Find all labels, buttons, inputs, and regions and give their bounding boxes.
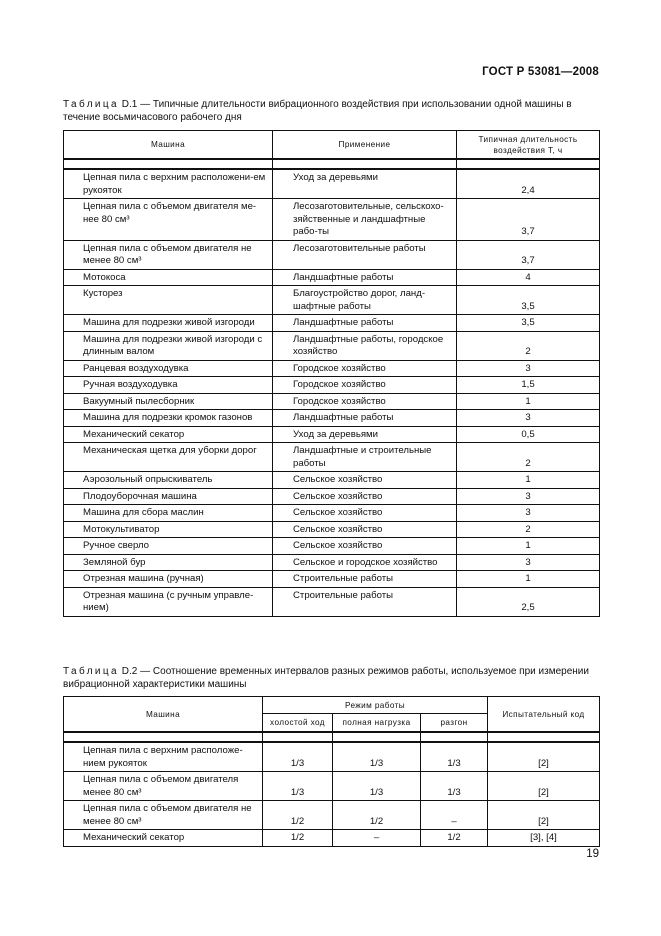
table2-idle-cell: 1/2 — [263, 830, 333, 847]
table1-machine-cell: Отрезная машина (ручная) — [64, 571, 273, 588]
table1-machine-cell: Машина для подрезки кромок газонов — [64, 410, 273, 427]
table1-row — [64, 587, 600, 616]
table1-machine-cell: Цепная пила с верхним расположени-ем рукояток — [64, 169, 273, 199]
table1-hours-cell: 1,5 — [457, 377, 600, 394]
table1-use-cell: Ландшафтные и строительные работы — [273, 443, 457, 472]
table1-machine-cell: Ручное сверло — [64, 538, 273, 555]
table2-code-cell: [3], [4] — [488, 830, 600, 847]
table1-machine-cell: Земляной бур — [64, 554, 273, 571]
table1-use-cell: Ландшафтные работы — [273, 410, 457, 427]
table1-col-machine: Машина — [64, 131, 273, 160]
table1-hours-cell: 3 — [457, 410, 600, 427]
table1-use-cell: Уход за деревьями — [273, 169, 457, 199]
document-standard-number: ГОСТ Р 53081—2008 — [482, 66, 599, 78]
table1-use-cell: Уход за деревьями — [273, 426, 457, 443]
table2-number: D.2 — [121, 666, 138, 677]
table2-caption — [63, 666, 603, 691]
table2-col-race: разгон — [421, 714, 488, 733]
table1-row — [64, 443, 600, 472]
table1-use-cell: Сельское хозяйство — [273, 521, 457, 538]
table1-machine-cell: Цепная пила с объемом двигателя ме-нее 80 см³ — [64, 199, 273, 241]
table1-use-cell: Ландшафтные работы, городское хозяйство — [273, 331, 457, 360]
table2-full-cell: 1/3 — [333, 742, 421, 772]
table1-hours-cell: 2,5 — [457, 587, 600, 616]
table1-use-cell: Лесозаготовительные, сельскохо-зяйственные и ландшафтные рабо-ты — [273, 199, 457, 241]
table2-row — [64, 830, 600, 847]
table1-col-use: Применение — [273, 131, 457, 160]
table1-row — [64, 199, 600, 241]
table1-separator — [64, 159, 600, 169]
table1-row — [64, 377, 600, 394]
table1-machine-cell: Отрезная машина (с ручным управле-нием) — [64, 587, 273, 616]
table1-caption — [63, 99, 603, 124]
table2-col-mode: Режим работы — [263, 697, 488, 714]
table1-row — [64, 240, 600, 269]
table2-title: — Соотношение временных интервалов разных режимов работы, используемое при измерении вибрационной характеристики машины — [63, 666, 589, 690]
page-number: 19 — [586, 848, 599, 860]
table2-idle-cell: 1/3 — [263, 772, 333, 801]
table1-use-cell: Городское хозяйство — [273, 360, 457, 377]
table1-hours-cell: 3 — [457, 554, 600, 571]
table1-machine-cell: Мотокультиватор — [64, 521, 273, 538]
table1-row — [64, 393, 600, 410]
table1-col-hours: Типичная длительность воздействия Т, ч — [457, 131, 600, 160]
table1-row — [64, 426, 600, 443]
table2-idle-cell: 1/3 — [263, 742, 333, 772]
table1-hours-cell: 2 — [457, 443, 600, 472]
table1-hours-cell: 1 — [457, 393, 600, 410]
table1-row — [64, 571, 600, 588]
table1-hours-cell: 3,7 — [457, 199, 600, 241]
table2-row — [64, 742, 600, 772]
table2-machine-cell: Цепная пила с объемом двигателя не менее 80 см³ — [64, 801, 263, 830]
table1-row — [64, 269, 600, 286]
table2 — [63, 696, 600, 847]
table1-machine-cell: Ручная воздуходувка — [64, 377, 273, 394]
table1-machine-cell: Мотокоса — [64, 269, 273, 286]
table2-full-cell: 1/3 — [333, 772, 421, 801]
table1-row — [64, 360, 600, 377]
table2-machine-cell: Цепная пила с объемом двигателя менее 80 см³ — [64, 772, 263, 801]
table1-number: D.1 — [121, 99, 138, 110]
table1-row — [64, 315, 600, 332]
table1-machine-cell: Машина для подрезки живой изгороди — [64, 315, 273, 332]
table1-hours-cell: 0,5 — [457, 426, 600, 443]
table2-col-idle: холостой ход — [263, 714, 333, 733]
table1-hours-cell: 3,5 — [457, 286, 600, 315]
table1-use-cell: Сельское хозяйство — [273, 538, 457, 555]
table1-hours-cell: 4 — [457, 269, 600, 286]
table1-use-cell: Строительные работы — [273, 587, 457, 616]
table2-race-cell: 1/3 — [421, 742, 488, 772]
table1-row — [64, 410, 600, 427]
table1-header-row — [64, 131, 600, 160]
table1-row — [64, 286, 600, 315]
table1-use-cell: Городское хозяйство — [273, 377, 457, 394]
table1-row — [64, 488, 600, 505]
table2-machine-cell: Цепная пила с верхним расположе-нием рукояток — [64, 742, 263, 772]
table2-race-cell: 1/2 — [421, 830, 488, 847]
table2-col-full: полная нагрузка — [333, 714, 421, 733]
table1-hours-cell: 2,4 — [457, 169, 600, 199]
table1-use-cell: Благоустройство дорог, ланд-шафтные работы — [273, 286, 457, 315]
table2-full-cell: – — [333, 830, 421, 847]
table2-full-cell: 1/2 — [333, 801, 421, 830]
table2-col-machine: Машина — [64, 697, 263, 733]
table1-use-cell: Сельское хозяйство — [273, 472, 457, 489]
table1 — [63, 130, 600, 617]
table2-code-cell: [2] — [488, 742, 600, 772]
table2-label: Таблица — [63, 666, 120, 677]
table1-row — [64, 554, 600, 571]
table1-use-cell: Сельское хозяйство — [273, 488, 457, 505]
table1-row — [64, 472, 600, 489]
table1-hours-cell: 1 — [457, 472, 600, 489]
table1-machine-cell: Механическая щетка для уборки дорог — [64, 443, 273, 472]
table1-use-cell: Строительные работы — [273, 571, 457, 588]
table2-race-cell: – — [421, 801, 488, 830]
table2-code-cell: [2] — [488, 801, 600, 830]
table1-hours-cell: 3 — [457, 505, 600, 522]
table2-row — [64, 772, 600, 801]
table1-machine-cell: Кусторез — [64, 286, 273, 315]
table1-use-cell: Ландшафтные работы — [273, 269, 457, 286]
table2-col-code: Испытательный код — [488, 697, 600, 733]
table1-use-cell: Сельское и городское хозяйство — [273, 554, 457, 571]
table1-row — [64, 169, 600, 199]
table1-machine-cell: Машина для сбора маслин — [64, 505, 273, 522]
table2-separator — [64, 732, 600, 742]
table1-label: Таблица — [63, 99, 120, 110]
table1-row — [64, 331, 600, 360]
table1-hours-cell: 1 — [457, 538, 600, 555]
table1-hours-cell: 3,5 — [457, 315, 600, 332]
table1-machine-cell: Механический секатор — [64, 426, 273, 443]
table1-machine-cell: Ранцевая воздуходувка — [64, 360, 273, 377]
table1-hours-cell: 3 — [457, 488, 600, 505]
table1-use-cell: Ландшафтные работы — [273, 315, 457, 332]
table1-row — [64, 538, 600, 555]
table2-machine-cell: Механический секатор — [64, 830, 263, 847]
table2-header-row-1 — [64, 697, 600, 714]
table1-use-cell: Лесозаготовительные работы — [273, 240, 457, 269]
table2-idle-cell: 1/2 — [263, 801, 333, 830]
table1-machine-cell: Плодоуборочная машина — [64, 488, 273, 505]
table2-race-cell: 1/3 — [421, 772, 488, 801]
table1-use-cell: Городское хозяйство — [273, 393, 457, 410]
table2-code-cell: [2] — [488, 772, 600, 801]
table1-hours-cell: 2 — [457, 331, 600, 360]
table1-row — [64, 521, 600, 538]
table2-row — [64, 801, 600, 830]
table1-hours-cell: 2 — [457, 521, 600, 538]
table1-use-cell: Сельское хозяйство — [273, 505, 457, 522]
table1-hours-cell: 3 — [457, 360, 600, 377]
table1-machine-cell: Вакуумный пылесборник — [64, 393, 273, 410]
table1-machine-cell: Машина для подрезки живой изгороди с длинным валом — [64, 331, 273, 360]
table1-hours-cell: 3,7 — [457, 240, 600, 269]
table1-machine-cell: Аэрозольный опрыскиватель — [64, 472, 273, 489]
table1-machine-cell: Цепная пила с объемом двигателя не менее 80 см³ — [64, 240, 273, 269]
table1-hours-cell: 1 — [457, 571, 600, 588]
table1-row — [64, 505, 600, 522]
table1-title: — Типичные длительности вибрационного воздействия при использовании одной машины в течение восьмичасового рабочего дня — [63, 99, 572, 123]
